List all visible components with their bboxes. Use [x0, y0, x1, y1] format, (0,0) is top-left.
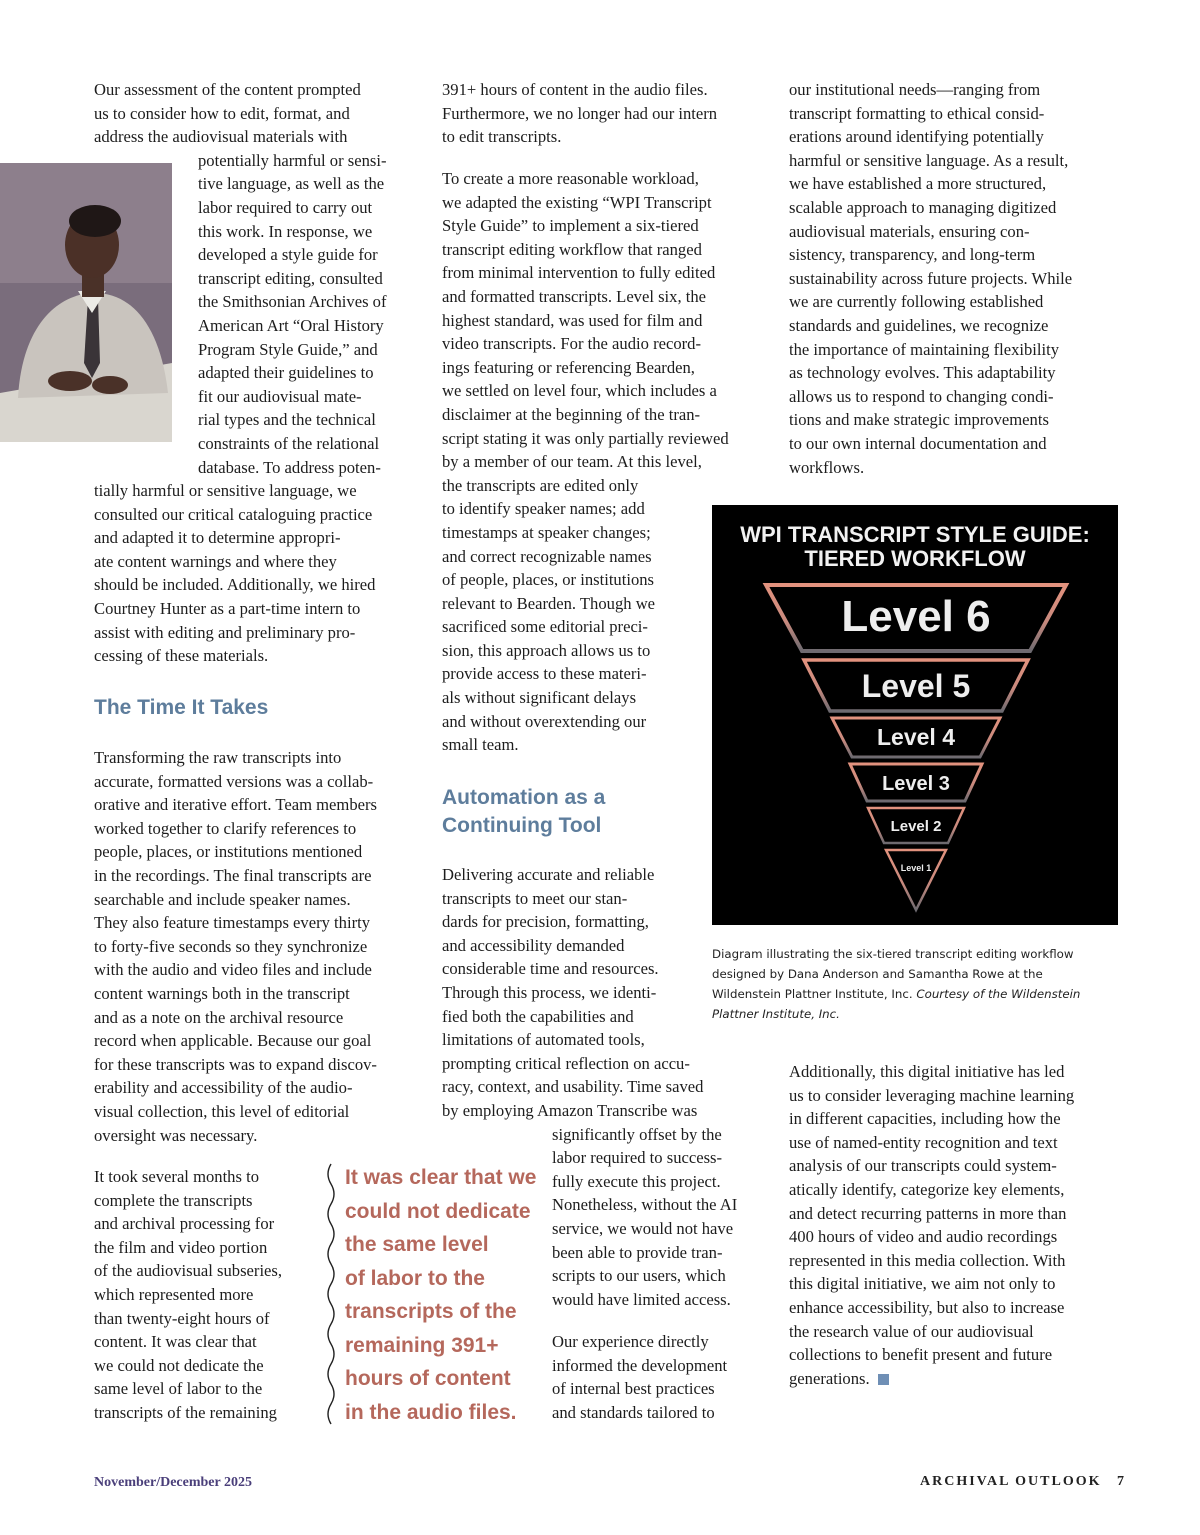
text-line: sion, this approach allows us to: [442, 640, 651, 660]
text-line: ate content warnings and where they: [94, 551, 337, 571]
text-line: prompting critical reflection on accu-: [442, 1053, 690, 1073]
text-line: timestamps at speaker changes;: [442, 522, 651, 542]
section-heading-time: The Time It Takes: [94, 696, 269, 719]
text-line: orative and iterative effort. Team members: [94, 795, 377, 815]
text-line: consulted our critical cataloguing practice: [94, 504, 373, 524]
text-line: to forty-five seconds so they synchronize: [94, 936, 368, 956]
last-text: generations.: [789, 1368, 870, 1388]
text-line: worked together to clarify references to: [94, 818, 357, 838]
text-line: They also feature timestamps every thirty: [94, 913, 371, 933]
text-line: Nonetheless, without the AI: [552, 1195, 738, 1215]
text-line: and as a note on the archival resource: [94, 1007, 344, 1027]
text-line: Furthermore, we no longer had our intern: [442, 103, 718, 123]
pull-quote-rule: [324, 1162, 338, 1426]
text-line: racy, context, and usability. Time saved: [442, 1077, 704, 1097]
text-line: Additionally, this digital initiative has led: [789, 1062, 1065, 1081]
text-line: us to consider how to edit, format, and: [94, 103, 350, 123]
text-line: of the audiovisual subseries,: [94, 1261, 283, 1281]
text-line: Style Guide” to implement a six-tiered: [442, 216, 699, 236]
text-line: workflows.: [789, 457, 865, 477]
text-line: to identify speaker names; add: [442, 499, 645, 519]
diagram-title-line2: TIERED WORKFLOW: [804, 546, 1026, 571]
pull-quote-line: remaining 391+: [345, 1333, 499, 1357]
text-line: visual collection, this level of editorial: [94, 1101, 350, 1121]
text-line: the film and video portion: [94, 1237, 268, 1257]
text-line: small team.: [442, 735, 519, 755]
text-line: 391+ hours of content in the audio files.: [442, 80, 708, 99]
text-line: standards and guidelines, we recognize: [789, 315, 1049, 335]
text-line: people, places, or institutions mentioned: [94, 842, 363, 862]
magazine-name: ARCHIVAL OUTLOOK: [920, 1474, 1102, 1489]
text-line: allows us to respond to changing condi-: [789, 386, 1054, 406]
text-line: informed the development: [552, 1355, 728, 1375]
text-line: dards for precision, formatting,: [442, 912, 649, 932]
text-line: the research value of our audiovisual: [789, 1321, 1034, 1341]
text-line: It took several months to: [94, 1167, 259, 1186]
text-line: and adapted it to determine appropri-: [94, 528, 341, 548]
text-line: erability and accessibility of the audio-: [94, 1078, 353, 1098]
text-line: sistency, transparency, and long-term: [789, 245, 1036, 265]
text-line: use of named-entity recognition and text: [789, 1132, 1058, 1152]
level-1-label: Level 1: [900, 863, 932, 873]
text-line: searchable and include speaker names.: [94, 889, 351, 909]
text-line: To create a more reasonable workload,: [442, 169, 699, 188]
text-line: adapted their guidelines to: [198, 363, 374, 383]
text-line: and accessibility demanded: [442, 935, 625, 955]
pull-quote-line: in the audio files.: [345, 1400, 517, 1424]
text-line: tive language, as well as the: [198, 174, 385, 194]
text-line: scalable approach to managing digitized: [789, 197, 1057, 217]
text-line: transcript editing, consulted: [198, 268, 383, 288]
caption-credit: Courtesy of the Wildenstein: [916, 987, 1081, 1001]
text-line: ings featuring or referencing Bearden,: [442, 357, 695, 377]
pull-quote-line: It was clear that we: [345, 1166, 537, 1189]
pull-quote-line: of labor to the: [345, 1266, 485, 1290]
text-line: provide access to these materi-: [442, 664, 647, 684]
col1-para1: [94, 78, 424, 668]
text-line: to edit transcripts.: [442, 127, 562, 147]
text-line: we could not dedicate the: [94, 1355, 264, 1375]
caption-credit-cont: Plattner Institute, Inc.: [712, 1007, 840, 1021]
text-line: labor required to success-: [552, 1148, 723, 1168]
level-5-label: Level 5: [861, 668, 971, 704]
text-line: relevant to Bearden. Though we: [442, 593, 656, 613]
text-line: highest standard, was used for film and: [442, 310, 703, 330]
section-heading-automation: [442, 784, 605, 840]
text-line: would have limited access.: [552, 1289, 731, 1309]
text-line: transcript editing workflow that ranged: [442, 239, 702, 259]
text-line: with the audio and video files and include: [94, 960, 372, 980]
text-line: considerable time and resources.: [442, 959, 659, 979]
text-line: service, we would not have: [552, 1218, 734, 1238]
text-line: oversight was necessary.: [94, 1125, 258, 1145]
caption-line: [712, 984, 1122, 1004]
text-line: tions and make strategic improvements: [789, 410, 1049, 430]
text-line: cessing of these materials.: [94, 646, 269, 666]
text-line: the importance of maintaining flexibility: [789, 339, 1060, 359]
text-line: video transcripts. For the audio record-: [442, 334, 701, 354]
text-line: Program Style Guide,” and: [198, 339, 378, 359]
text-line: als without significant delays: [442, 688, 637, 708]
text-line: transcript formatting to ethical consid-: [789, 103, 1045, 123]
text-line: harmful or sensitive language. As a result,: [789, 150, 1069, 170]
text-line: this digital initiative, we aim not only to: [789, 1274, 1056, 1294]
text-line: and without overextending our: [442, 711, 647, 731]
col2-para3: [442, 863, 772, 1311]
text-line: from minimal intervention to fully edited: [442, 263, 716, 283]
text-line: address the audiovisual materials with: [94, 127, 348, 147]
pull-quote-line: could not dedicate: [345, 1199, 531, 1223]
diagram-graphic: [712, 505, 1118, 925]
text-line: the Smithsonian Archives of: [198, 292, 387, 312]
caption-line: [712, 1004, 1122, 1024]
caption-source: Wildenstein Plattner Institute, Inc.: [712, 987, 917, 1001]
text-line: developed a style guide for: [198, 245, 378, 265]
text-line: by a member of our team. At this level,: [442, 452, 702, 472]
col3-para2: [789, 1060, 1129, 1390]
text-line: Courtney Hunter as a part-time intern to: [94, 599, 361, 619]
text-line: us to consider leveraging machine learning: [789, 1085, 1075, 1105]
heading-line: Continuing Tool: [442, 814, 602, 837]
text-line: as technology evolves. This adaptability: [789, 363, 1056, 383]
pull-quote-line: hours of content: [345, 1367, 511, 1390]
col2-para4: [552, 1330, 772, 1424]
text-line: transcripts of the remaining: [94, 1402, 277, 1422]
tiered-workflow-diagram: [712, 505, 1118, 925]
text-line: constraints of the relational: [198, 433, 380, 453]
text-line: this work. In response, we: [198, 221, 373, 241]
text-line: and archival processing for: [94, 1214, 275, 1234]
text-line: erations around identifying potentially: [789, 127, 1044, 147]
text-line: Our experience directly: [552, 1332, 709, 1351]
text-line: American Art “Oral History: [198, 315, 384, 335]
text-line: same level of labor to the: [94, 1379, 263, 1399]
level-4-label: Level 4: [877, 724, 955, 750]
text-line: by employing Amazon Transcribe was: [442, 1100, 698, 1120]
caption-line: Diagram illustrating the six-tiered transcript editing workflow: [712, 947, 1074, 961]
level-2-label: Level 2: [890, 818, 942, 835]
text-line: [789, 1367, 1129, 1391]
text-line: to our own internal documentation and: [789, 433, 1047, 453]
text-line: content warnings both in the transcript: [94, 983, 350, 1003]
text-line: which represented more: [94, 1284, 254, 1304]
col3-para1: [789, 78, 1129, 479]
text-line: fully execute this project.: [552, 1171, 721, 1191]
caption-line: designed by Dana Anderson and Samantha Rowe at the: [712, 967, 1043, 981]
text-line: potentially harmful or sensi-: [198, 150, 387, 170]
text-line: we are currently following established: [789, 292, 1044, 312]
text-line: tially harmful or sensitive language, we: [94, 481, 357, 501]
text-line: and correct recognizable names: [442, 546, 652, 566]
text-line: record when applicable. Because our goal: [94, 1031, 372, 1051]
level-6-label: Level 6: [841, 592, 991, 641]
end-of-article-icon: [878, 1374, 889, 1385]
text-line: complete the transcripts: [94, 1190, 253, 1210]
text-line: collections to benefit present and future: [789, 1345, 1053, 1365]
text-line: of internal best practices: [552, 1379, 715, 1399]
text-line: accurate, formatted versions was a collab-: [94, 771, 374, 791]
text-line: significantly offset by the: [552, 1124, 722, 1144]
text-line: 400 hours of video and audio recordings: [789, 1227, 1058, 1247]
level-3-label: Level 3: [882, 773, 950, 795]
level-1-tier: [886, 850, 946, 910]
text-line: Through this process, we identi-: [442, 982, 657, 1002]
col2-para1: [442, 78, 772, 149]
diagram-title-line1: WPI TRANSCRIPT STYLE GUIDE:: [740, 522, 1090, 547]
pull-quote-line: transcripts of the: [345, 1300, 517, 1323]
text-line: disclaimer at the beginning of the tran-: [442, 404, 701, 424]
text-line: labor required to carry out: [198, 197, 373, 217]
text-line: audiovisual materials, ensuring con-: [789, 221, 1030, 241]
text-line: analysis of our transcripts could system-: [789, 1156, 1057, 1176]
text-line: database. To address poten-: [198, 457, 381, 477]
text-line: sacrificed some editorial preci-: [442, 617, 648, 637]
text-line: for these transcripts was to expand discov-: [94, 1054, 377, 1074]
text-line: rial types and the technical: [198, 410, 376, 430]
text-line: assist with editing and preliminary pro-: [94, 622, 356, 642]
text-line: and detect recurring patterns in more than: [789, 1203, 1067, 1223]
text-line: atically identify, categorize key elements,: [789, 1179, 1065, 1199]
text-line: enhance accessibility, but also to increase: [789, 1297, 1065, 1317]
text-line: of people, places, or institutions: [442, 570, 654, 590]
text-line: sustainability across future projects. While: [789, 268, 1073, 288]
text-line: content. It was clear that: [94, 1332, 257, 1352]
footer-issue-date: November/December 2025: [94, 1475, 252, 1490]
text-line: fied both the capabilities and: [442, 1006, 634, 1026]
text-line: we have established a more structured,: [789, 174, 1047, 194]
text-line: and formatted transcripts. Level six, the: [442, 286, 707, 306]
text-line: Delivering accurate and reliable: [442, 865, 655, 884]
text-line: our institutional needs—ranging from: [789, 80, 1041, 99]
text-line: Our assessment of the content prompted: [94, 80, 361, 99]
pull-quote-line: the same level: [345, 1233, 489, 1256]
text-line: in the recordings. The final transcripts are: [94, 865, 372, 885]
text-line: been able to provide tran-: [552, 1242, 723, 1262]
text-line: the transcripts are edited only: [442, 475, 639, 495]
text-line: we settled on level four, which includes a: [442, 381, 717, 401]
col1-para3: [94, 1165, 319, 1425]
text-line: we adapted the existing “WPI Transcript: [442, 192, 712, 212]
text-line: fit our audiovisual mate-: [198, 386, 362, 406]
text-line: and standards tailored to: [552, 1402, 715, 1422]
heading-line: Automation as a: [442, 786, 606, 809]
text-line: should be included. Additionally, we hired: [94, 575, 376, 595]
text-line: transcripts to meet our stan-: [442, 888, 628, 908]
text-line: script stating it was only partially reviewed: [442, 428, 729, 448]
diagram-caption: [712, 944, 1122, 1024]
text-line: than twenty-eight hours of: [94, 1308, 270, 1328]
page-number: 7: [1117, 1474, 1124, 1489]
text-line: limitations of automated tools,: [442, 1030, 645, 1050]
footer-magazine-title: [920, 1474, 1124, 1490]
text-line: scripts to our users, which: [552, 1266, 726, 1286]
text-line: represented in this media collection. With: [789, 1250, 1066, 1270]
col1-para2: [94, 746, 424, 1147]
text-line: Transforming the raw transcripts into: [94, 748, 342, 767]
text-line: in different capacities, including how the: [789, 1109, 1061, 1129]
